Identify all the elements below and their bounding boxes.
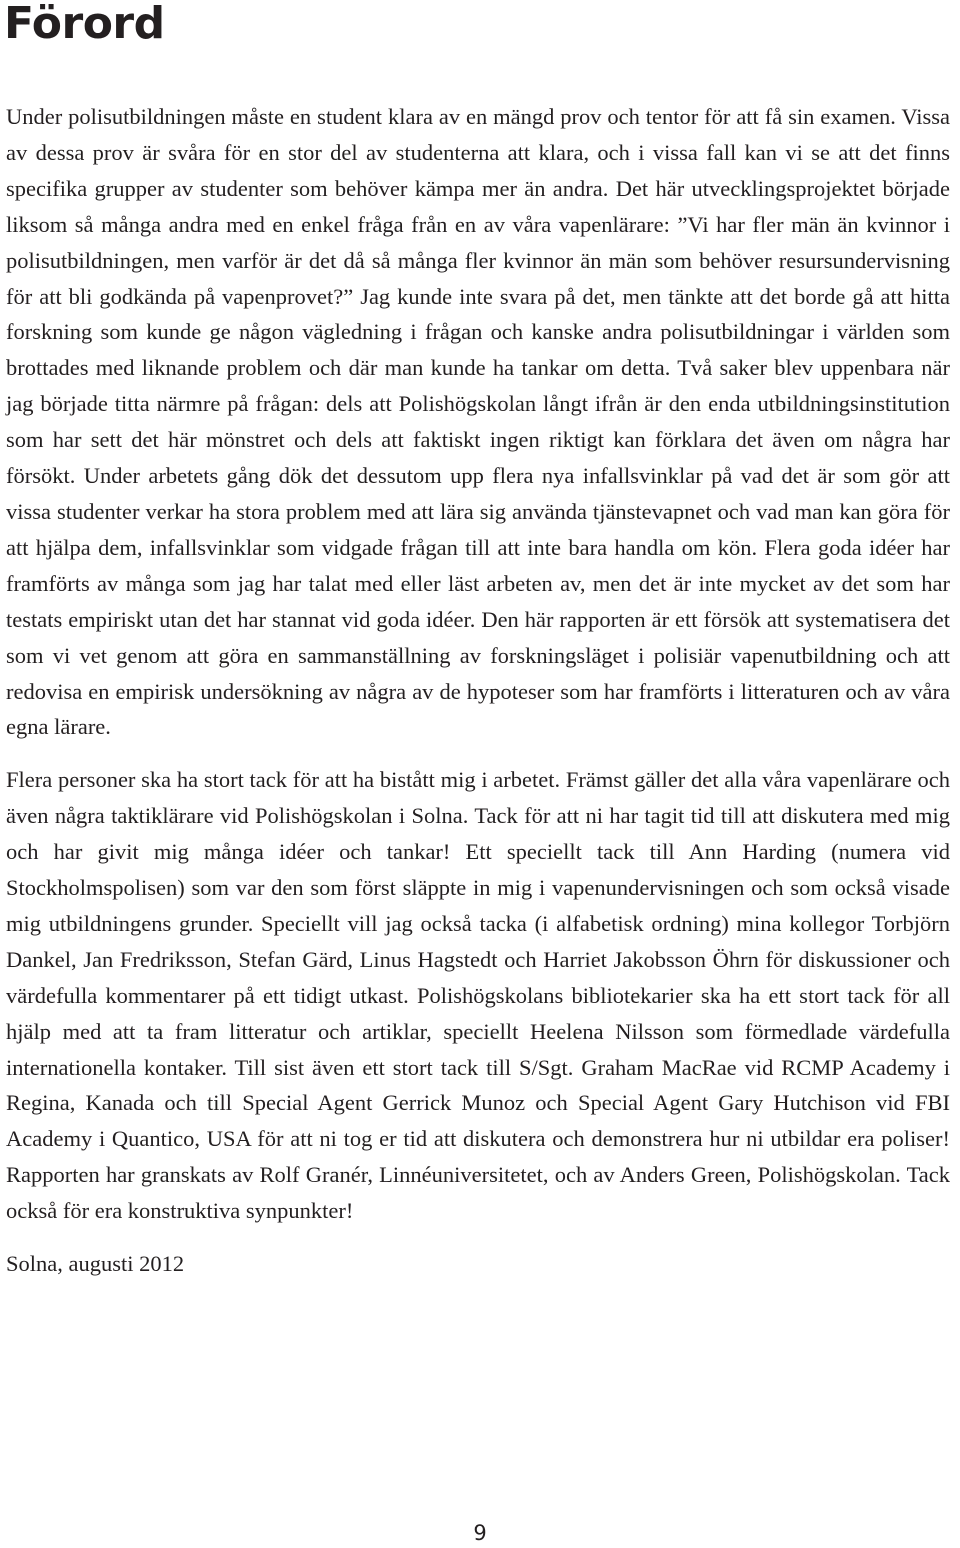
body-text — [6, 99, 950, 1282]
page-title: Förord — [4, 0, 165, 49]
paragraph-intro: Under polisutbildningen måste en student klara av en mängd prov och tentor för att få sin examen. Vissa av dessa prov är svåra för en stor del av studenterna att klara, och i vissa fall kan vi se att det finns specifika grupper av studenter som behöver kämpa mer än andra. Det här utvecklingsprojektet började liksom så många andra med en enkel fråga från en av våra vapenlärare: ”Vi har fler män än kvinnor i polisutbildningen, men varför är det då så många fler kvinnor än män som behöver resursundervisning för att bli godkända på vapenprovet?” Jag kunde inte svara på det, men tänkte att det borde gå att hitta forskning som kunde ge någon vägledning i frågan och kanske andra polisutbildningar i världen som brottades med liknande problem och där man kunde ha tankar om detta. Två saker blev uppenbara när jag började titta närmre på frågan: dels att Polishögskolan långt ifrån är den enda utbildningsinstitution som har sett det här mönstret och dels att faktiskt ingen riktigt kan förklara det även om några har försökt. Under arbetets gång dök det dessutom upp flera nya infallsvinklar på vad det är som gör att vissa studenter verkar ha stora problem med att lära sig använda tjänstevapnet och vad man kan göra för att hjälpa dem, infallsvinklar som vidgade frågan till att inte bara handla om kön. Flera goda idéer har framförts av många som jag har talat med eller läst arbeten av, men det är inte mycket av det som har testats empiriskt utan det har stannat vid goda idéer. Den här rapporten är ett försök att systematisera det som vi vet genom att göra en sammanställning av forskningsläget i polisiär vapenutbildning och att redovisa en empirisk undersökning av några av de hypoteser som har framförts i litteraturen och av våra egna lärare. — [6, 104, 950, 740]
page-number: 9 — [473, 1521, 487, 1545]
place-date: Solna, augusti 2012 — [6, 1251, 185, 1277]
paragraph-acknowledgements: Flera personer ska ha stort tack för att ha bistått mig i arbetet. Främst gäller det alla våra vapenlärare och även några taktiklärare vid Polishögskolan i Solna. Tack för att ni har tagit tid till att diskutera med mig och har givit mig många idéer och tankar! Ett speciellt tack till Ann Harding (numera vid Stockholmspolisen) som var den som först släppte in mig i vapenundervisningen och som också visade mig utbildningens grunder. Speciellt vill jag också tacka (i alfabetisk ordning) mina kollegor Torbjörn Dankel, Jan Fredriksson, Stefan Gärd, Linus Hagstedt och Harriet Jakobsson Öhrn för diskussioner och värdefulla kommentarer på ett tidigt utkast. Polishögskolans bibliotekarier ska ha ett stort tack för all hjälp med att ta fram litteratur och artiklar, speciellt Heelena Nilsson som förmedlade värdefulla internationella kontaker. Till sist även ett stort tack till S/Sgt. Graham MacRae vid RCMP Academy i Regina, Kanada och till Special Agent Gerrick Munoz och Special Agent Gary Hutchison vid FBI Academy i Quantico, USA för att ni tog er tid att diskutera och demonstrera hur ni utbildar era poliser! Rapporten har granskats av Rolf Granér, Linnéuniversitetet, och av Anders Green, Polishögskolan. Tack också för era konstruktiva synpunkter! — [6, 767, 950, 1224]
